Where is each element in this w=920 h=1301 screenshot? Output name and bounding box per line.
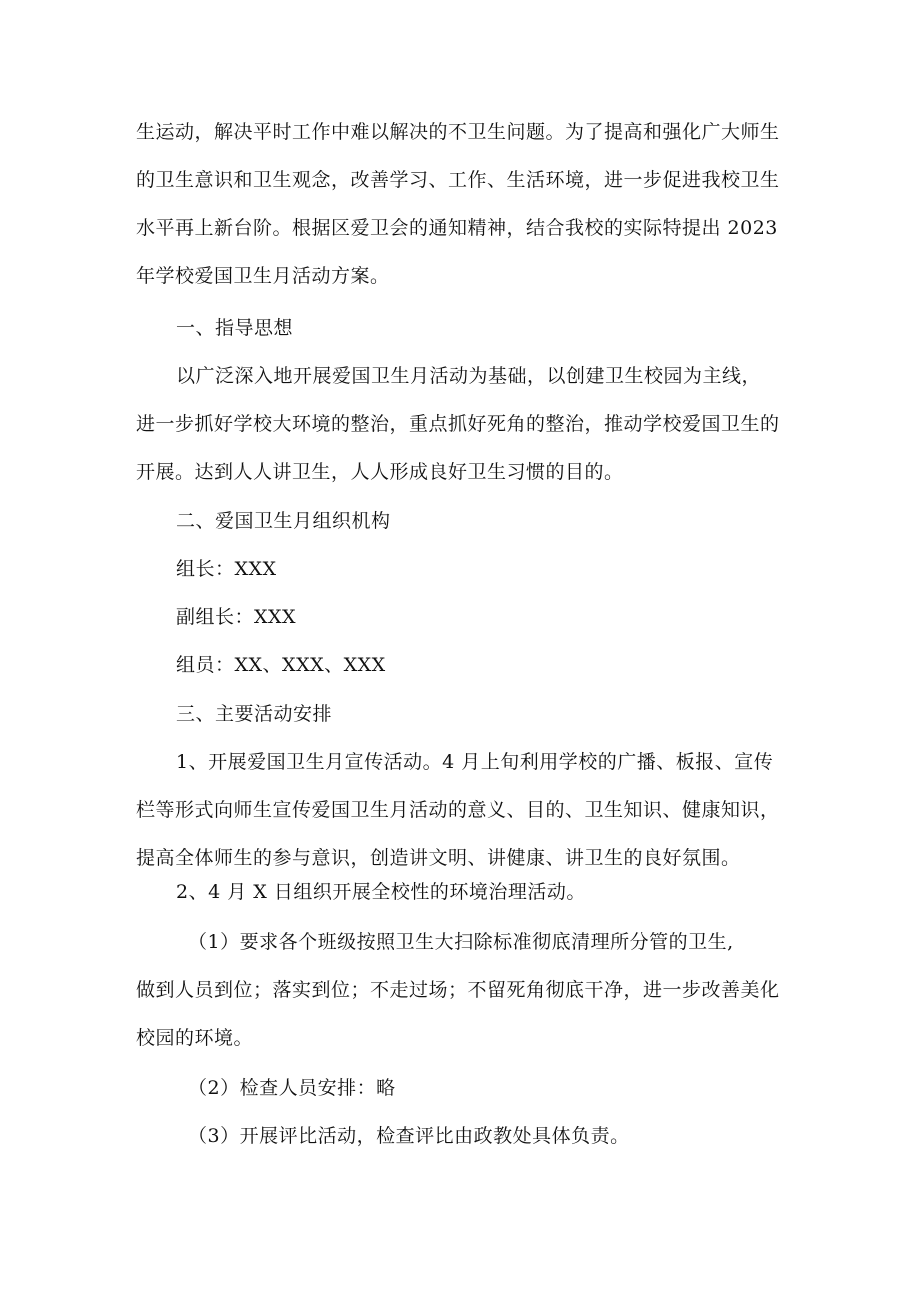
section-2-heading: 二、爱国卫生月组织机构 [176,510,391,532]
intro-line-3: 水平再上新台阶。根据区爱卫会的通知精神，结合我校的实际特提出 2023 [136,217,778,239]
section-3-item-1-line-3: 提高全体师生的参与意识，创造讲文明、讲健康、讲卫生的良好氛围。 [136,847,741,869]
section-3-item-2-title: 2、4 月 X 日组织开展全校性的环境治理活动。 [176,881,586,903]
section-1-line-1: 以广泛深入地开展爱国卫生月活动为基础，以创建卫生校园为主线， [176,365,762,387]
section-3-item-2-sub-2: （2）检查人员安排：略 [188,1077,396,1099]
section-2-members: 组员：XX、XXX、XXX [176,654,386,676]
section-3-item-2-sub-1-line-1: （1）要求各个班级按照卫生大扫除标准彻底清理所分管的卫生, [188,931,734,953]
section-3-item-1-line-2: 栏等形式向师生宣传爱国卫生月活动的意义、目的、卫生知识、健康知识， [136,799,780,821]
section-1-line-2: 进一步抓好学校大环境的整治，重点抓好死角的整治，推动学校爱国卫生的 [136,413,780,435]
intro-line-2: 的卫生意识和卫生观念，改善学习、工作、生活环境，进一步促进我校卫生 [136,169,780,191]
section-3-item-2-sub-1-line-2: 做到人员到位；落实到位；不走过场；不留死角彻底干净，进一步改善美化 [136,979,780,1001]
section-1-line-3: 开展。达到人人讲卫生，人人形成良好卫生习惯的目的。 [136,461,624,483]
section-3-item-2-sub-3: （3）开展评比活动，检查评比由政教处具体负责。 [188,1125,630,1147]
intro-line-1: 生运动，解决平时工作中难以解决的不卫生问题。为了提高和强化广大师生 [136,121,780,143]
section-2-leader: 组长：XXX [176,558,277,580]
section-1-heading: 一、指导思想 [176,317,294,339]
intro-line-4: 年学校爱国卫生月活动方案。 [136,265,390,287]
section-3-item-2-sub-1-line-3: 校园的环境。 [136,1027,254,1049]
section-3-item-1-line-1: 1、开展爱国卫生月宣传活动。4 月上旬利用学校的广播、板报、宣传 [176,751,774,773]
section-3-heading: 三、主要活动安排 [176,703,333,725]
section-2-deputy: 副组长：XXX [176,606,297,628]
